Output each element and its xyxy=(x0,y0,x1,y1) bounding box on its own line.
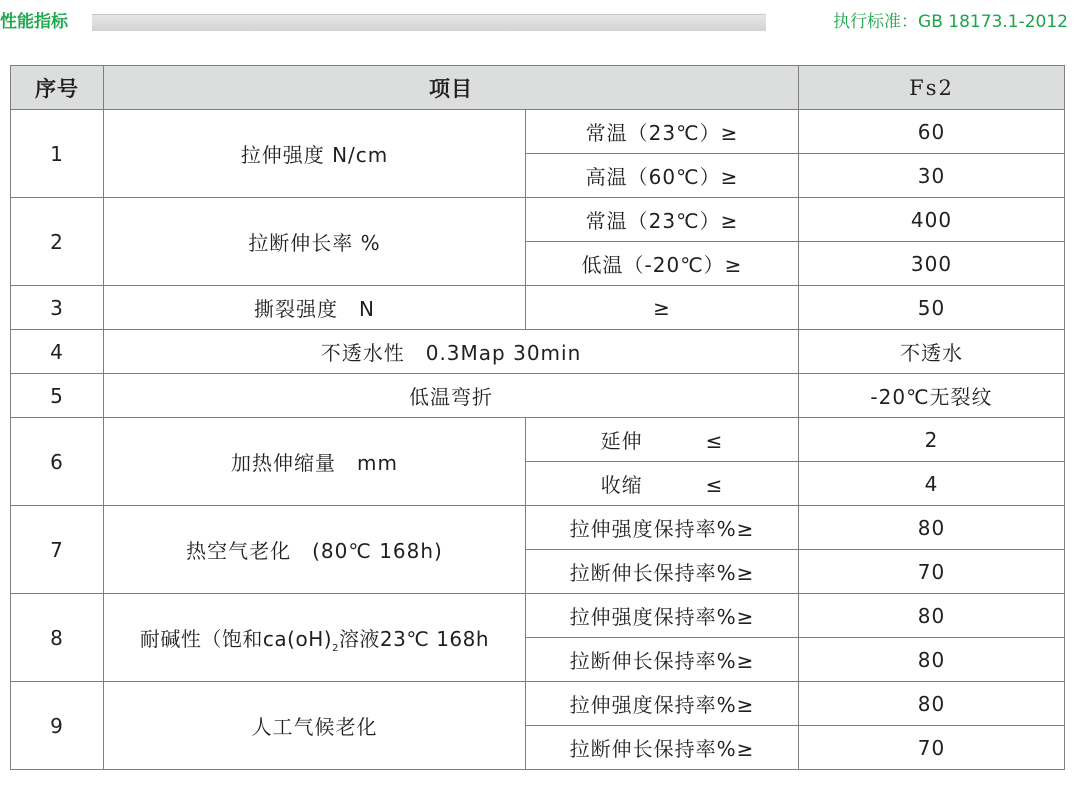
row-condition: 拉伸强度保持率%≥ xyxy=(526,594,799,638)
table-row xyxy=(11,506,1065,550)
row-number: 9 xyxy=(11,682,104,770)
header-divider-bar xyxy=(92,14,766,31)
row-value: -20℃无裂纹 xyxy=(799,374,1065,418)
row-value: 80 xyxy=(799,682,1065,726)
row-number: 4 xyxy=(11,330,104,374)
section-title: 性能指标 xyxy=(0,12,68,32)
row-number: 8 xyxy=(11,594,104,682)
row-value: 80 xyxy=(799,594,1065,638)
row-value: 4 xyxy=(799,462,1065,506)
table-row xyxy=(11,330,1065,374)
row-value: 300 xyxy=(799,242,1065,286)
row-condition: 延伸 ≤ xyxy=(526,418,799,462)
row-value: 80 xyxy=(799,638,1065,682)
row-item: 不透水性 0.3Map 30min xyxy=(104,330,799,374)
row-item-subscript: 2 xyxy=(332,643,339,654)
table-row xyxy=(11,594,1065,638)
col-header-grade: Fs2 xyxy=(799,66,1065,110)
table-row xyxy=(11,682,1065,726)
performance-table xyxy=(10,65,1065,770)
row-item: 低温弯折 xyxy=(104,374,799,418)
table-row xyxy=(11,286,1065,330)
row-value: 50 xyxy=(799,286,1065,330)
row-condition: 拉伸强度保持率%≥ xyxy=(526,506,799,550)
row-condition: 拉断伸长保持率%≥ xyxy=(526,726,799,770)
row-item: 拉伸强度 N/cm xyxy=(104,110,526,198)
row-value: 80 xyxy=(799,506,1065,550)
row-condition: 拉断伸长保持率%≥ xyxy=(526,638,799,682)
row-value: 70 xyxy=(799,550,1065,594)
table-row xyxy=(11,110,1065,154)
row-number: 3 xyxy=(11,286,104,330)
row-item: 热空气老化 (80℃ 168h) xyxy=(104,506,526,594)
row-item xyxy=(104,594,526,682)
row-condition: 低温（-20℃）≥ xyxy=(526,242,799,286)
col-header-no: 序号 xyxy=(11,66,104,110)
table-row xyxy=(11,374,1065,418)
row-condition: 常温（23℃）≥ xyxy=(526,198,799,242)
row-item: 撕裂强度 N xyxy=(104,286,526,330)
row-number: 1 xyxy=(11,110,104,198)
row-number: 5 xyxy=(11,374,104,418)
table-header-row xyxy=(11,66,1065,110)
standard-label: 执行标准：GB 18173.1-2012 xyxy=(833,12,1068,32)
row-condition: 高温（60℃）≥ xyxy=(526,154,799,198)
row-number: 6 xyxy=(11,418,104,506)
row-number: 7 xyxy=(11,506,104,594)
table-row xyxy=(11,418,1065,462)
table-row xyxy=(11,198,1065,242)
row-condition: 拉断伸长保持率%≥ xyxy=(526,550,799,594)
row-value: 30 xyxy=(799,154,1065,198)
row-number: 2 xyxy=(11,198,104,286)
row-value: 400 xyxy=(799,198,1065,242)
row-value: 70 xyxy=(799,726,1065,770)
row-condition: 收缩 ≤ xyxy=(526,462,799,506)
row-condition: ≥ xyxy=(526,286,799,330)
row-condition: 常温（23℃）≥ xyxy=(526,110,799,154)
row-value: 60 xyxy=(799,110,1065,154)
row-item-suffix: 溶液23℃ 168h xyxy=(338,627,490,651)
row-item-prefix: 耐碱性（饱和ca(oH) xyxy=(139,627,333,651)
row-item: 加热伸缩量 mm xyxy=(104,418,526,506)
row-item: 拉断伸长率 % xyxy=(104,198,526,286)
col-header-item: 项目 xyxy=(104,66,799,110)
row-item: 人工气候老化 xyxy=(104,682,526,770)
section-header xyxy=(0,8,1084,36)
row-condition: 拉伸强度保持率%≥ xyxy=(526,682,799,726)
row-value: 2 xyxy=(799,418,1065,462)
row-value: 不透水 xyxy=(799,330,1065,374)
